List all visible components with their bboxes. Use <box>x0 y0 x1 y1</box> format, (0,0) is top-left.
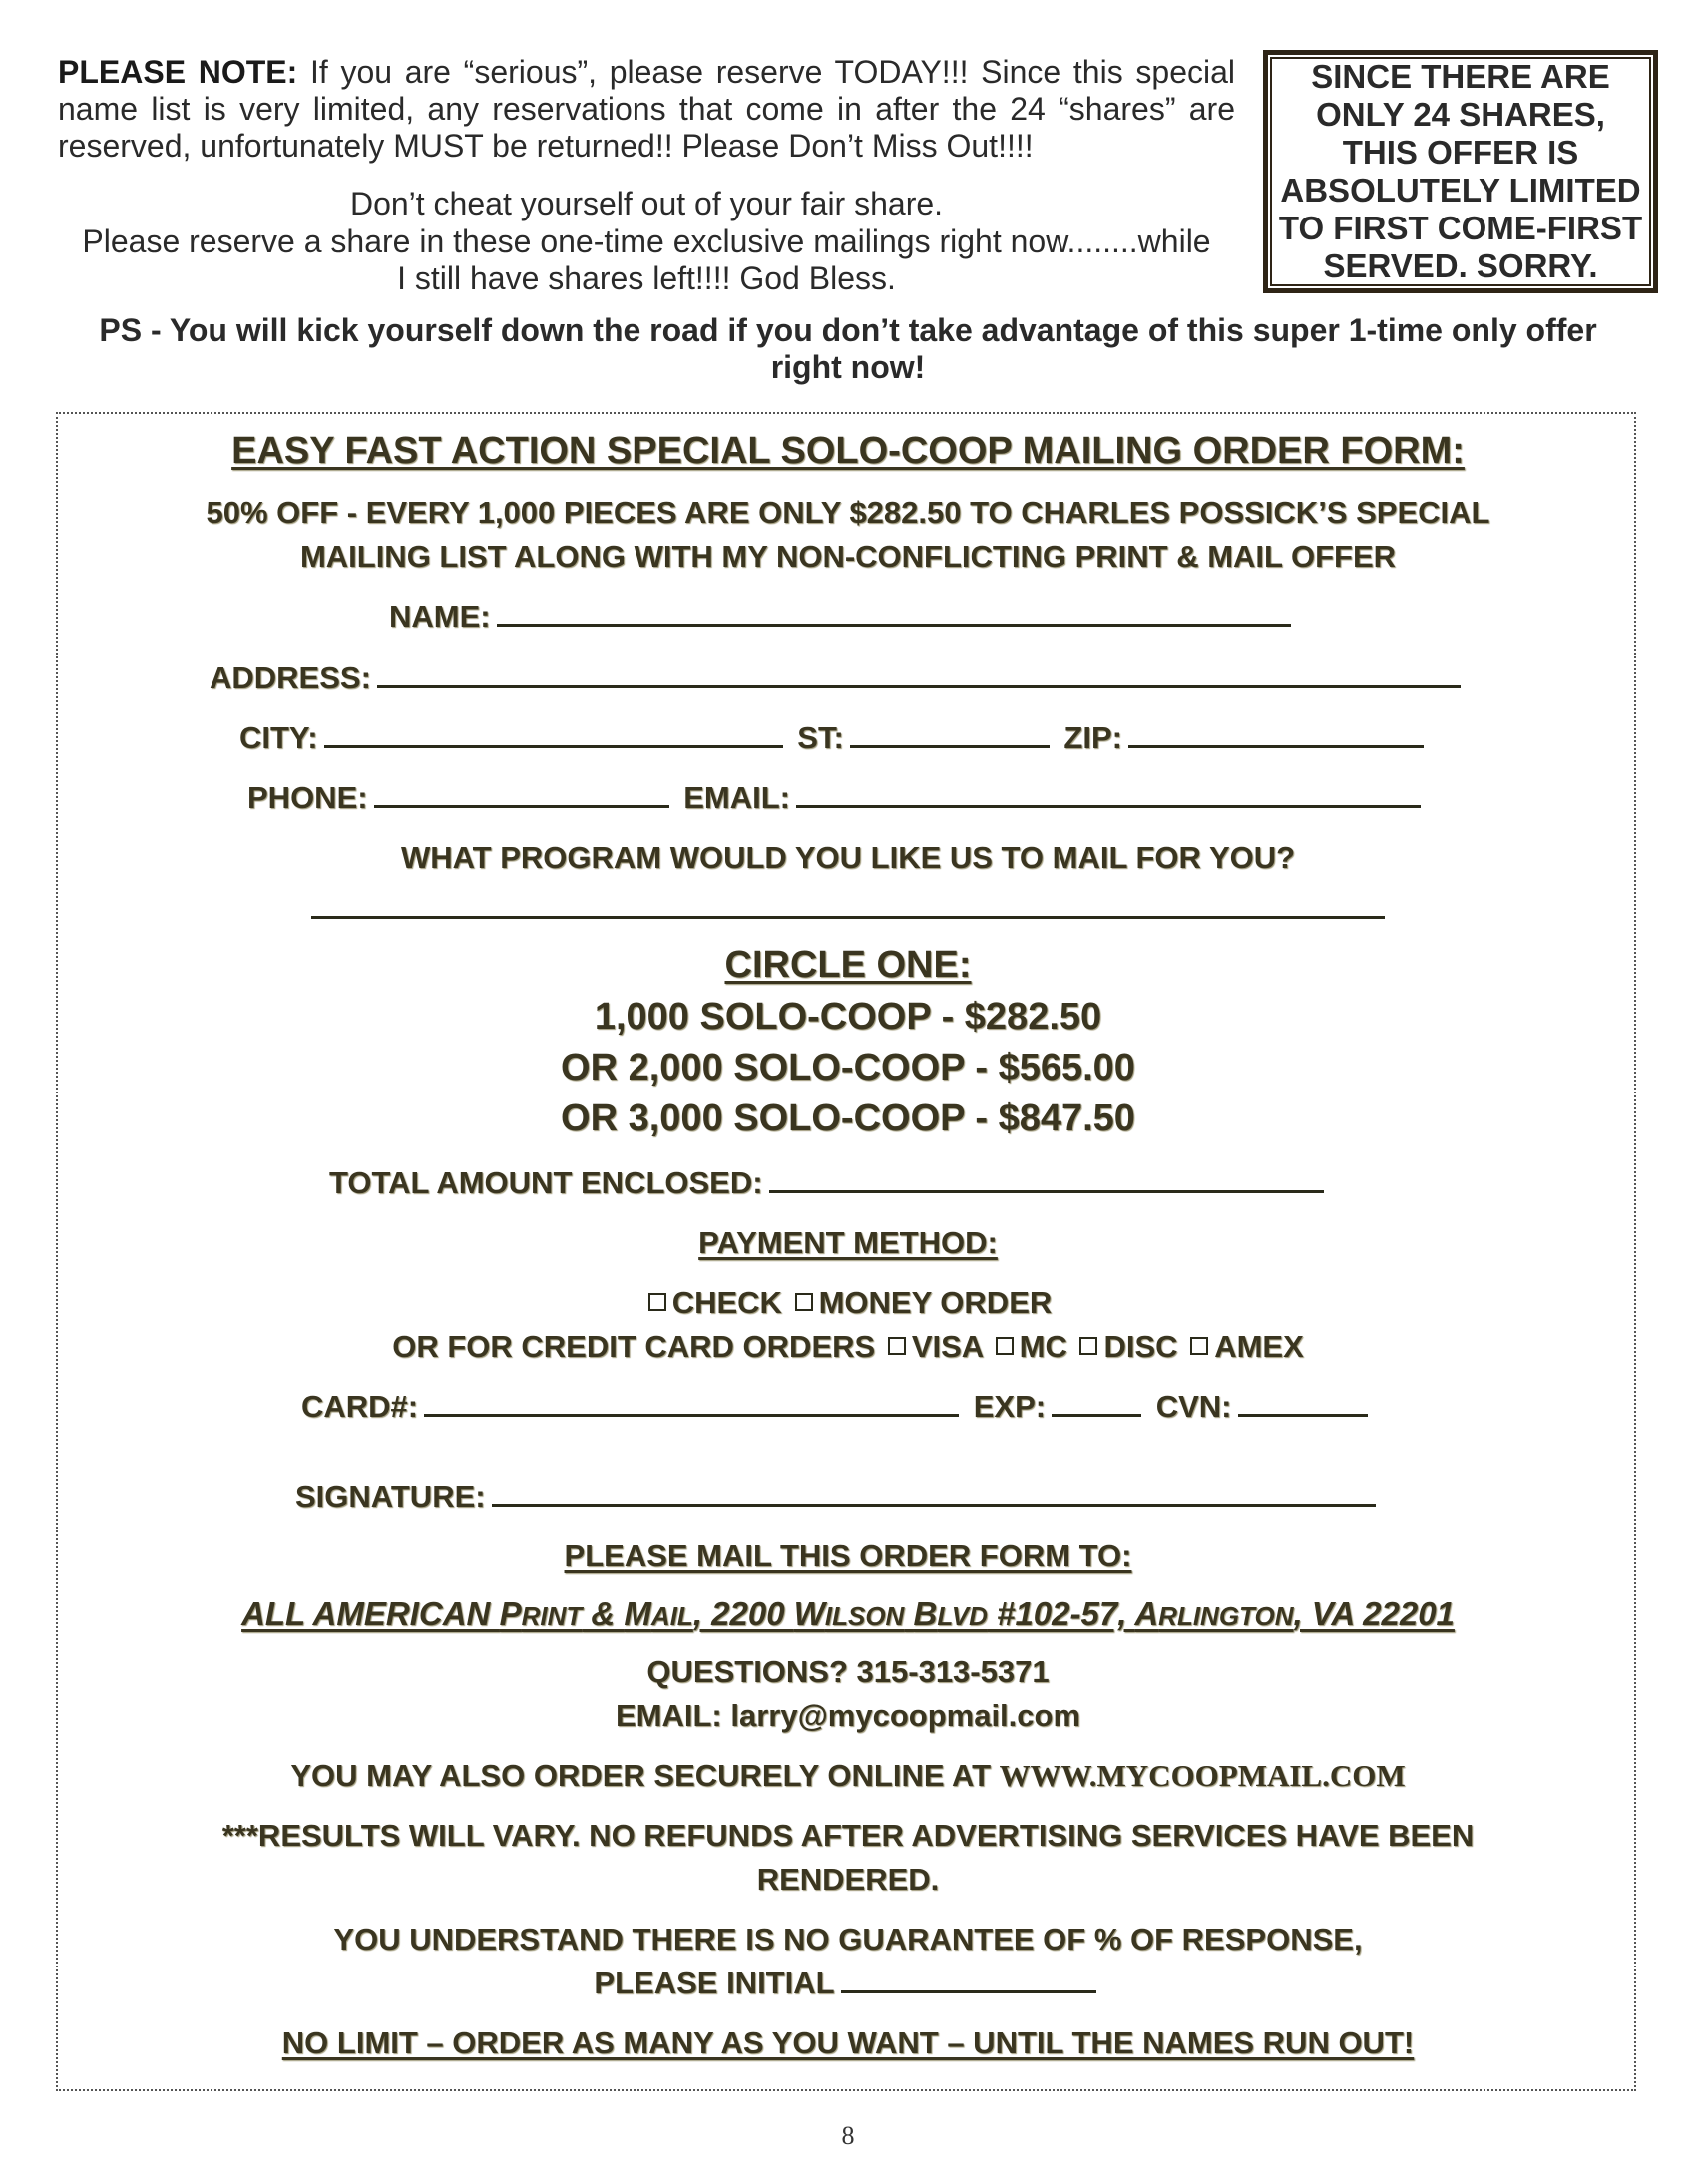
card-number-field[interactable] <box>424 1390 959 1417</box>
disc-label: DISC <box>1103 1329 1178 1364</box>
online-order-text: YOU MAY ALSO ORDER SECURELY ONLINE AT <box>290 1758 1000 1793</box>
st-label: ST: <box>797 720 844 755</box>
visa-checkbox[interactable] <box>888 1337 906 1355</box>
email-label: EMAIL: <box>683 780 790 815</box>
program-row <box>0 892 1696 922</box>
offer-line-2: MAILING LIST ALONG WITH MY NON-CONFLICTING PRINT & MAIL OFFER <box>299 539 1397 574</box>
contact-email: EMAIL: larry@mycoopmail.com <box>615 1698 1081 1733</box>
website-link[interactable]: WWW.MYCOOPMAIL.COM <box>999 1758 1406 1793</box>
phone-field[interactable] <box>374 781 669 808</box>
online-order-row <box>0 1754 1696 1798</box>
option-1000[interactable]: 1,000 SOLO-COOP - $282.50 <box>594 996 1102 1038</box>
offer-line-1: 50% OFF - EVERY 1,000 PIECES ARE ONLY $282.50 TO CHARLES POSSICK’S SPECIAL <box>206 495 1490 530</box>
please-note-label: PLEASE NOTE: <box>58 54 298 90</box>
page-number: 8 <box>841 2121 855 2150</box>
address-label: ADDRESS: <box>210 660 371 695</box>
credit-card-row <box>0 1325 1696 1369</box>
note-line-fair-share: Don’t cheat yourself out of your fair share. <box>349 186 944 221</box>
guarantee-line-1: YOU UNDERSTAND THERE IS NO GUARANTEE OF % OF RESPONSE, <box>333 1922 1363 1957</box>
address-field[interactable] <box>377 661 1461 688</box>
payment-options-row <box>0 1281 1696 1325</box>
amex-label: AMEX <box>1214 1329 1304 1364</box>
name-label: NAME: <box>389 599 491 634</box>
mailing-address: ALL AMERICAN PRINT & MAIL, 2200 WILSON BLVD #102-57, ARLINGTON, VA 22201 <box>241 1595 1455 1632</box>
circle-one-heading: CIRCLE ONE: <box>724 944 972 986</box>
note-line-reserve: Please reserve a share in these one-time exclusive mailings right now........while <box>82 223 1211 259</box>
check-label: CHECK <box>671 1285 782 1320</box>
initial-label: PLEASE INITIAL <box>594 1966 835 2000</box>
address-row <box>210 656 1506 700</box>
zip-field[interactable] <box>1128 721 1424 748</box>
initial-field[interactable] <box>841 1966 1096 1993</box>
payment-method-heading: PAYMENT METHOD: <box>698 1225 998 1260</box>
option-2000[interactable]: OR 2,000 SOLO-COOP - $565.00 <box>561 1047 1135 1089</box>
cvn-label: CVN: <box>1155 1389 1232 1424</box>
disclaimer-line-1: ***RESULTS WILL VARY. NO REFUNDS AFTER ADVERTISING SERVICES HAVE BEEN <box>221 1818 1475 1853</box>
name-row <box>389 595 1387 639</box>
zip-label: ZIP: <box>1063 720 1122 755</box>
no-limit-footer: NO LIMIT – ORDER AS MANY AS YOU WANT – UNTIL THE NAMES RUN OUT! <box>281 2025 1415 2060</box>
visa-label: VISA <box>911 1329 984 1364</box>
mc-checkbox[interactable] <box>996 1337 1014 1355</box>
cvn-field[interactable] <box>1238 1390 1368 1417</box>
check-checkbox[interactable] <box>648 1293 666 1311</box>
total-label: TOTAL AMOUNT ENCLOSED: <box>329 1165 763 1200</box>
note-line-god-bless: I still have shares left!!!! God Bless. <box>397 260 896 296</box>
total-field[interactable] <box>769 1166 1324 1193</box>
signature-label: SIGNATURE: <box>295 1479 486 1514</box>
card-row <box>301 1385 1498 1429</box>
limited-offer-box <box>1263 50 1658 293</box>
exp-label: EXP: <box>973 1389 1047 1424</box>
limited-offer-text: SINCE THERE ARE ONLY 24 SHARES, THIS OFFER IS ABSOLUTELY LIMITED TO FIRST COME-FIRST SERVED. SORRY. <box>1278 58 1643 284</box>
phone-email-row <box>247 776 1544 820</box>
please-note-text: If you are “serious”, please reserve TODAY!!! Since this special name list is very limited, any reservations that come in after the 24 “shares” are reserved, unfortunately MUST be returned!! Please Don’t Miss Out!!!! <box>58 54 1236 164</box>
money-order-label: MONEY ORDER <box>818 1285 1053 1320</box>
credit-card-prefix: OR FOR CREDIT CARD ORDERS <box>392 1329 876 1364</box>
mail-to-heading: PLEASE MAIL THIS ORDER FORM TO: <box>564 1538 1132 1573</box>
disclaimer-line-2: RENDERED. <box>756 1862 940 1897</box>
exp-field[interactable] <box>1052 1390 1141 1417</box>
city-label: CITY: <box>239 720 318 755</box>
signature-row <box>295 1475 1492 1519</box>
total-row <box>329 1161 1427 1205</box>
email-field[interactable] <box>796 781 1421 808</box>
program-question: WHAT PROGRAM WOULD YOU LIKE US TO MAIL FOR YOU? <box>400 840 1296 875</box>
program-field[interactable] <box>311 892 1385 919</box>
please-note-paragraph <box>58 54 1235 165</box>
card-label: CARD#: <box>301 1389 419 1424</box>
initial-row <box>0 1962 1696 2005</box>
mc-label: MC <box>1019 1329 1067 1364</box>
city-st-zip-row <box>239 716 1536 760</box>
phone-label: PHONE: <box>247 780 368 815</box>
money-order-checkbox[interactable] <box>795 1293 813 1311</box>
ps-note: PS - You will kick yourself down the road if you don’t take advantage of this super 1-time only offer right now! <box>99 312 1597 385</box>
disc-checkbox[interactable] <box>1079 1337 1097 1355</box>
city-field[interactable] <box>324 721 783 748</box>
signature-field[interactable] <box>492 1480 1376 1507</box>
questions-phone: QUESTIONS? 315-313-5371 <box>646 1654 1050 1689</box>
option-3000[interactable]: OR 3,000 SOLO-COOP - $847.50 <box>561 1097 1135 1139</box>
name-field[interactable] <box>497 600 1291 627</box>
order-form-title: EASY FAST ACTION SPECIAL SOLO-COOP MAILING ORDER FORM: <box>231 430 1465 472</box>
amex-checkbox[interactable] <box>1190 1337 1208 1355</box>
st-field[interactable] <box>850 721 1050 748</box>
